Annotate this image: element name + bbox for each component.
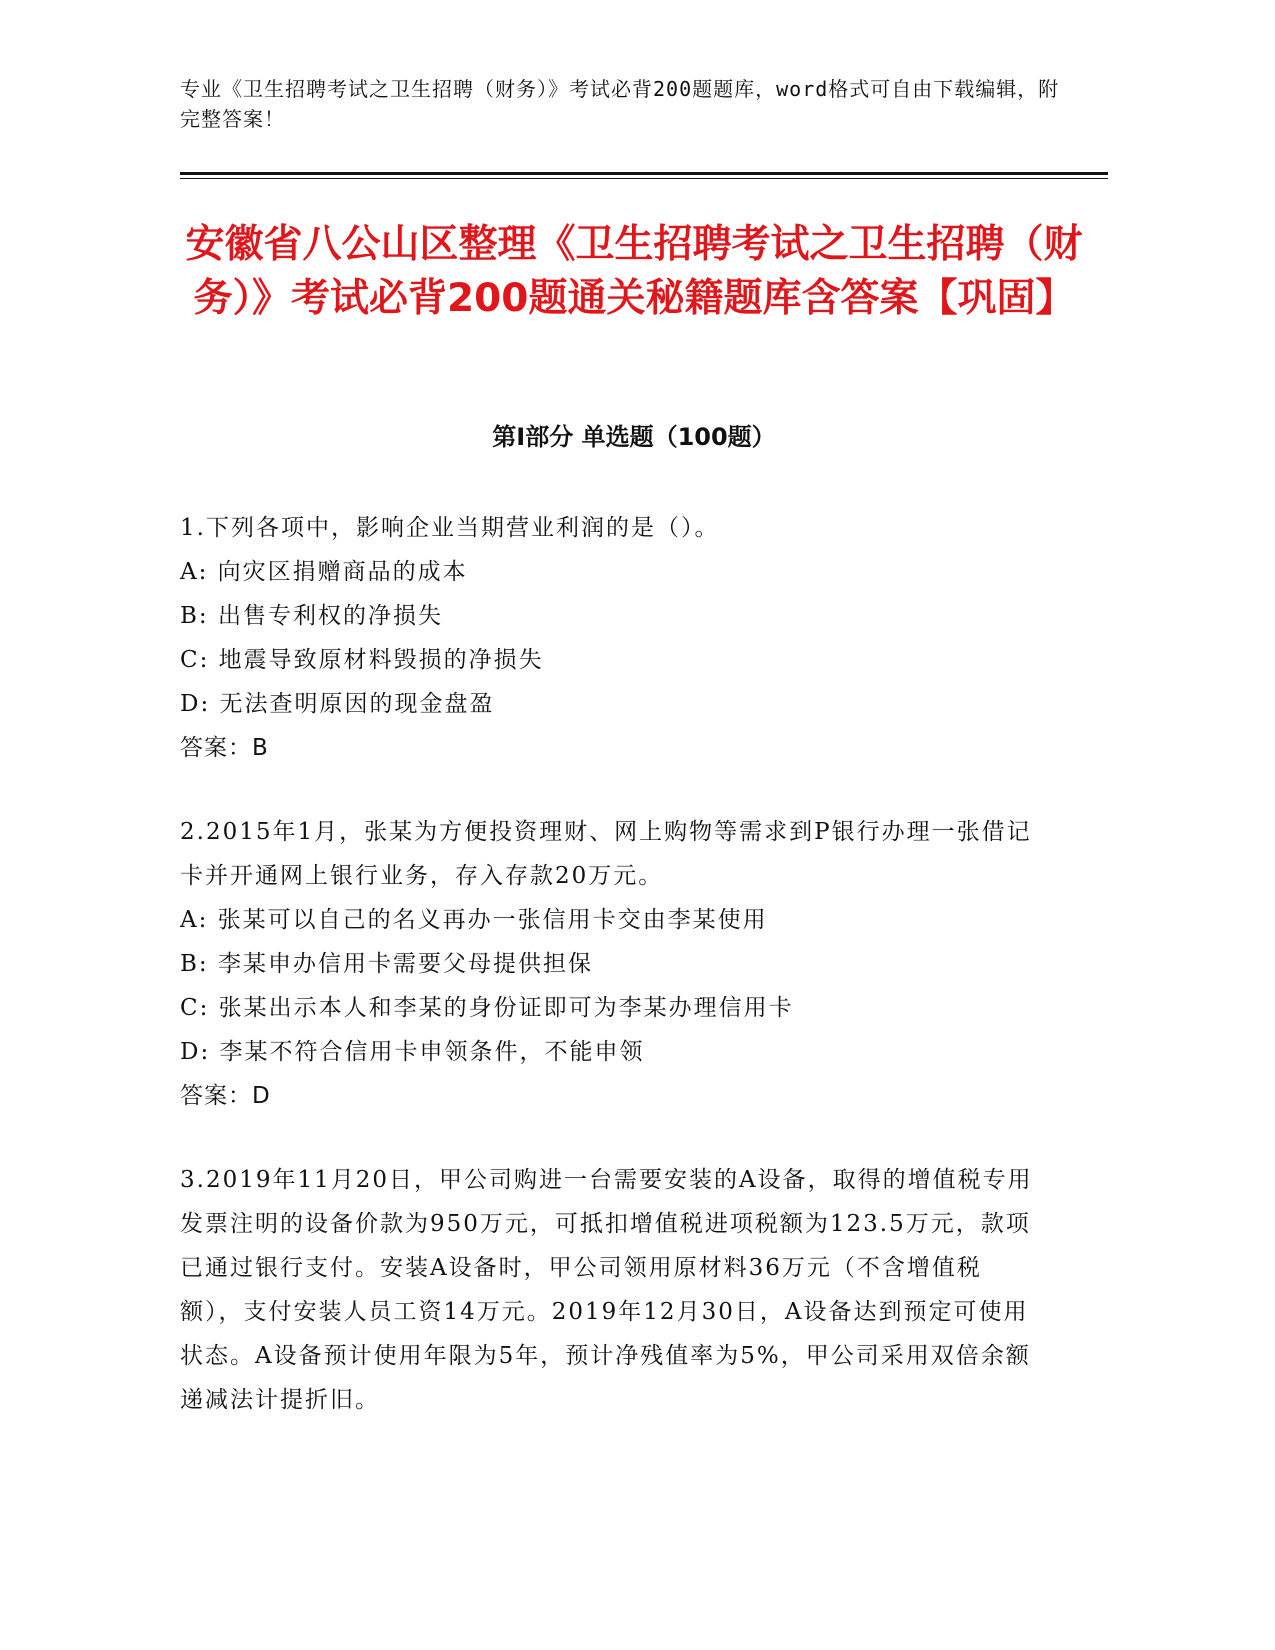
option-c: C: 张某出示本人和李某的身份证即可为李某办理信用卡 bbox=[180, 995, 794, 1021]
option-a: A: 张某可以自己的名义再办一张信用卡交由李某使用 bbox=[180, 907, 768, 933]
option-a: A: 向灾区捐赠商品的成本 bbox=[180, 559, 468, 585]
option-c: C: 地震导致原材料毁损的净损失 bbox=[180, 647, 544, 673]
option-b: B: 李某申办信用卡需要父母提供担保 bbox=[180, 951, 593, 977]
question-stem: 2.2015年1月，张某为方便投资理财、网上购物等需求到P银行办理一张借记卡并开通网上银行业务，存入存款20万元。 bbox=[180, 819, 1032, 889]
answer: 答案：D bbox=[180, 1083, 271, 1109]
header-rule-thin bbox=[180, 178, 1108, 179]
document-title: 安徽省八公山区整理《卫生招聘考试之卫生招聘（财务）》考试必背200题通关秘籍题库含答案【巩固】 bbox=[185, 222, 1083, 321]
option-d: D: 李某不符合信用卡申领条件，不能申领 bbox=[180, 1039, 645, 1065]
header-note: 专业《卫生招聘考试之卫生招聘（财务）》考试必背200题题库，word格式可自由下载编辑，附完整答案！ bbox=[180, 77, 1060, 131]
option-d: D: 无法查明原因的现金盘盈 bbox=[180, 691, 495, 717]
option-b: B: 出售专利权的净损失 bbox=[180, 603, 443, 629]
section-title: 第Ⅰ部分 单选题（100题） bbox=[492, 423, 776, 451]
question-stem: 3.2019年11月20日，甲公司购进一台需要安装的A设备，取得的增值税专用发票注明的设备价款为950万元，可抵扣增值税进项税额为123.5万元，款项已通过银行支付。安装A设备时，甲公司领用原材料36万元（不含增值税额），支付安装人员工资14万元。2019年12月30日，A设备达到预定可使用状态。A设备预计使用年限为5年，预计净残值率为5%，甲公司采用双倍余额递减法计提折旧。 bbox=[180, 1167, 1033, 1413]
question-2 bbox=[180, 810, 1040, 1118]
question-1 bbox=[180, 506, 1040, 770]
question-3 bbox=[180, 1158, 1040, 1422]
question-stem: 1.下列各项中，影响企业当期营业利润的是（）。 bbox=[180, 515, 720, 541]
answer: 答案：B bbox=[180, 735, 269, 761]
header-rule-thick bbox=[180, 172, 1108, 175]
